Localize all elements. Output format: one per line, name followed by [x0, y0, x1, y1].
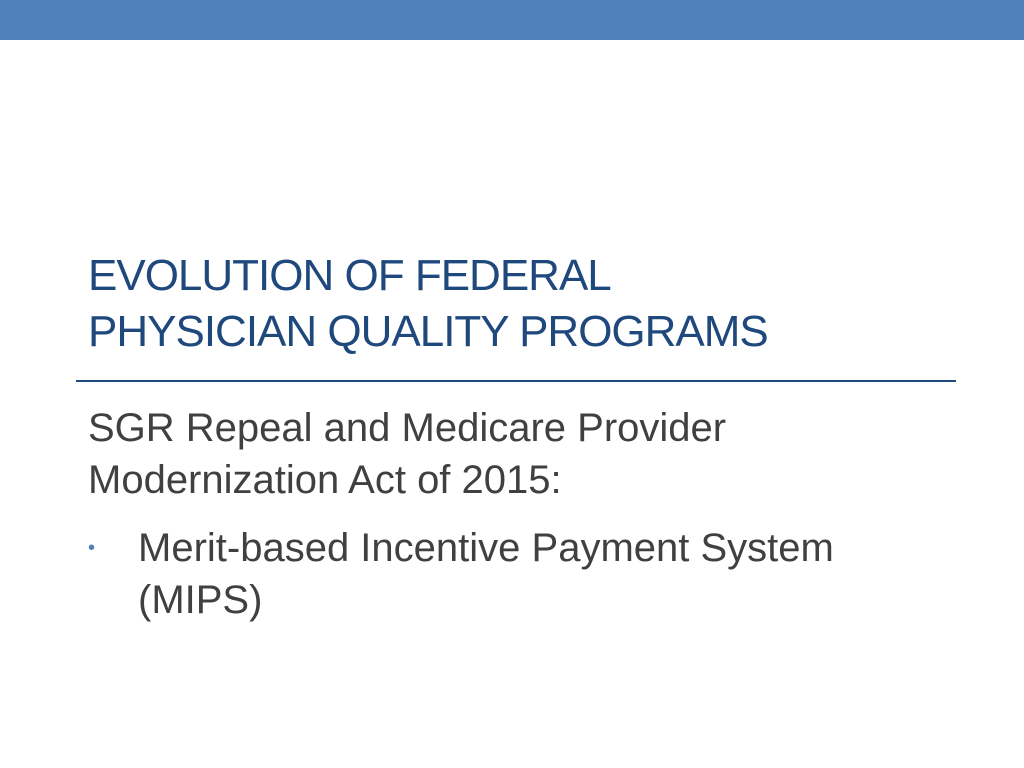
bullet-line-2: (MIPS) — [138, 578, 263, 622]
subtitle-line-2: Modernization Act of 2015: — [88, 458, 562, 502]
bullet-text — [138, 522, 958, 626]
slide-title-line-2: PHYSICIAN QUALITY PROGRAMS — [88, 307, 768, 356]
slide-title — [88, 248, 948, 360]
bullet-dot-icon: • — [88, 537, 96, 559]
top-accent-bar — [0, 0, 1024, 40]
slide-title-line-1: EVOLUTION OF FEDERAL — [88, 251, 611, 300]
title-divider — [76, 380, 956, 382]
subtitle-text — [88, 402, 968, 506]
subtitle-line-1: SGR Repeal and Medicare Provider — [88, 406, 727, 450]
bullet-line-1: Merit-based Incentive Payment System — [138, 526, 834, 570]
